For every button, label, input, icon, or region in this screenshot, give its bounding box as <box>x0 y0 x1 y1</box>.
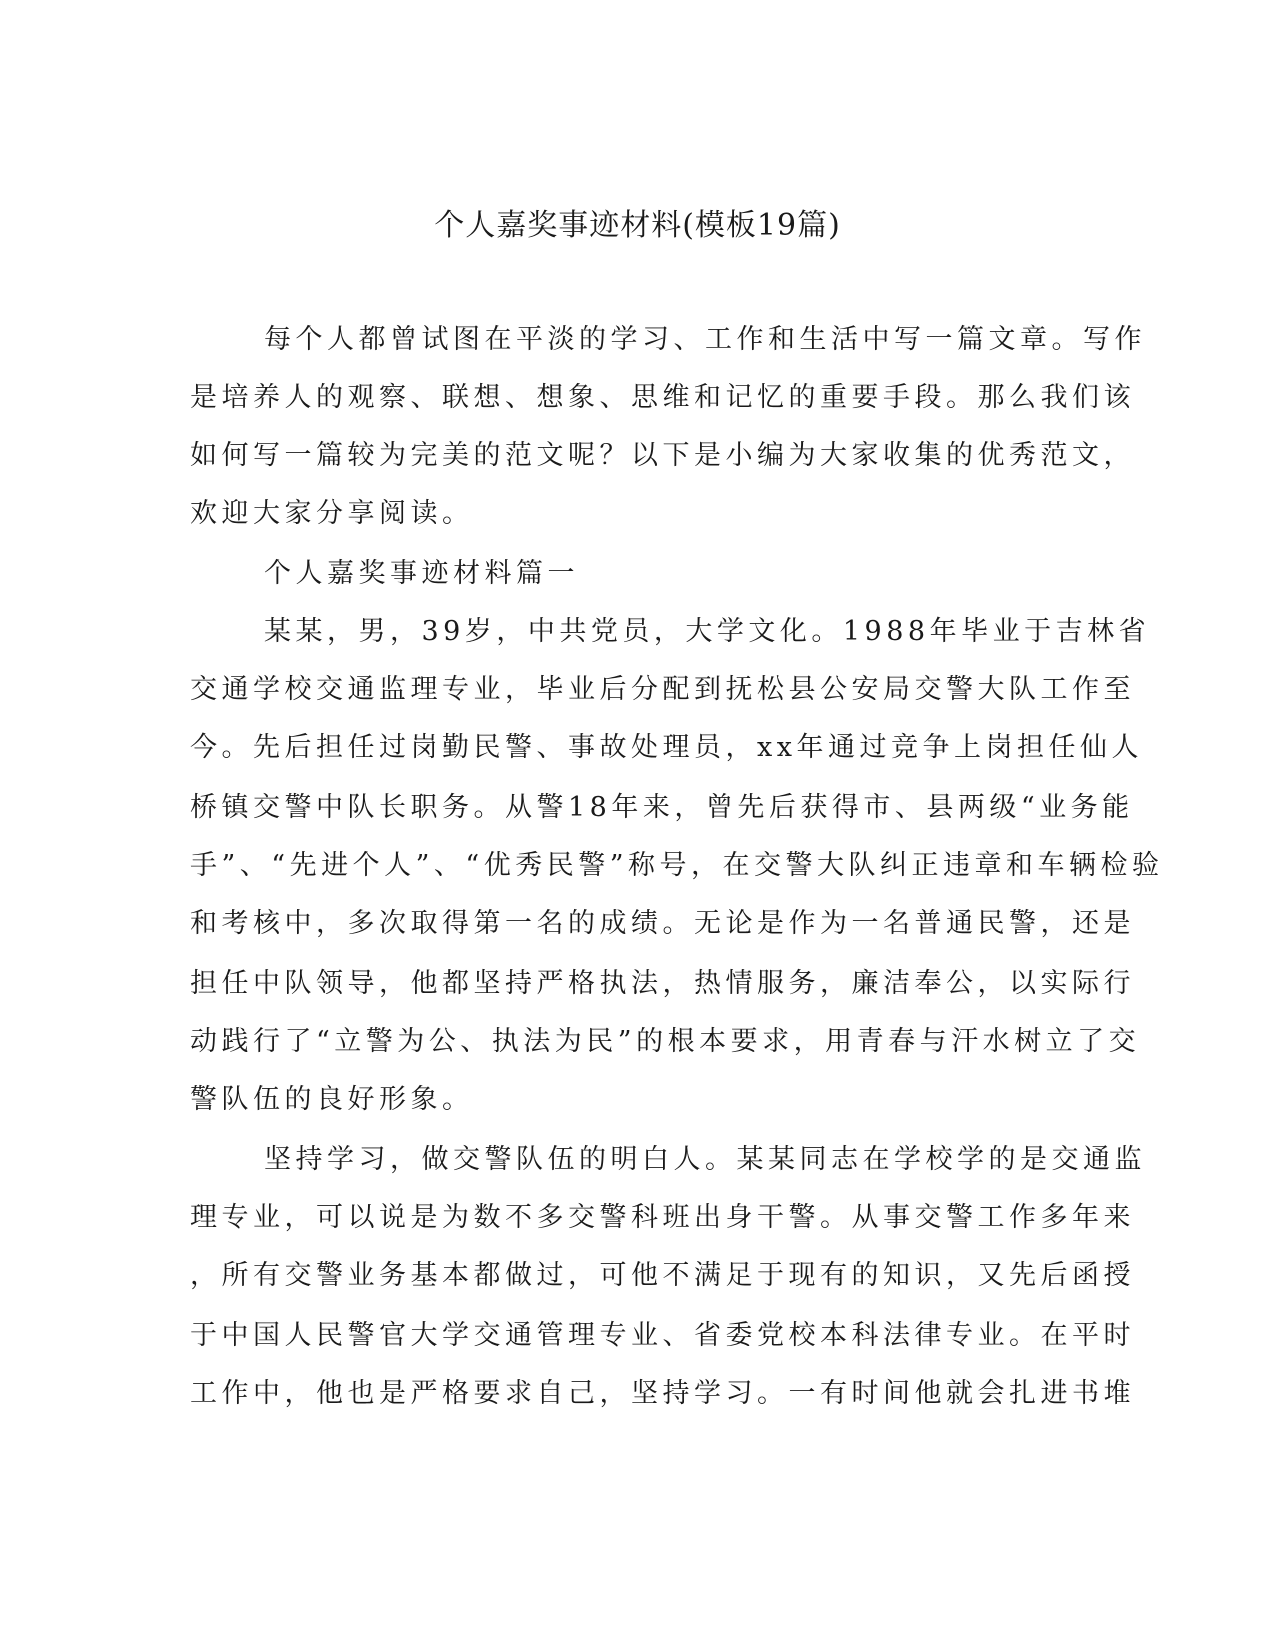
paragraph-line: 桥镇交警中队长职务。从警18年来，曾先后获得市、县两级“业务能 <box>190 792 1134 823</box>
paragraph-line: 每个人都曾试图在平淡的学习、工作和生活中写一篇文章。写作 <box>264 324 1146 355</box>
paragraph-line: 担任中队领导，他都坚持严格执法，热情服务，廉洁奉公，以实际行 <box>190 968 1135 999</box>
section-heading: 个人嘉奖事迹材料篇一 <box>264 558 579 589</box>
paragraph-line: 工作中，他也是严格要求自己，坚持学习。一有时间他就会扎进书堆 <box>190 1378 1135 1409</box>
paragraph-line: 如何写一篇较为完美的范文呢？以下是小编为大家收集的优秀范文， <box>190 440 1135 471</box>
paragraph-line: 动践行了“立警为公、执法为民”的根本要求，用青春与汗水树立了交 <box>190 1026 1141 1057</box>
paragraph-line: 警队伍的良好形象。 <box>190 1084 474 1115</box>
paragraph-line: ，所有交警业务基本都做过，可他不满足于现有的知识，又先后函授 <box>190 1260 1135 1291</box>
document-title: 个人嘉奖事迹材料(模板19篇) <box>434 208 841 243</box>
paragraph-line: 于中国人民警官大学交通管理专业、省委党校本科法律专业。在平时 <box>190 1320 1135 1351</box>
paragraph-line: 手”、“先进个人”、“优秀民警”称号，在交警大队纠正违章和车辆检验 <box>190 850 1164 881</box>
paragraph-line: 坚持学习，做交警队伍的明白人。某某同志在学校学的是交通监 <box>264 1144 1146 1175</box>
paragraph-line: 欢迎大家分享阅读。 <box>190 498 474 529</box>
paragraph-line: 某某，男，39岁，中共党员，大学文化。1988年毕业于吉林省 <box>264 616 1151 647</box>
paragraph-line: 交通学校交通监理专业，毕业后分配到抚松县公安局交警大队工作至 <box>190 674 1135 705</box>
paragraph-line: 和考核中，多次取得第一名的成绩。无论是作为一名普通民警，还是 <box>190 908 1135 939</box>
paragraph-line: 理专业，可以说是为数不多交警科班出身干警。从事交警工作多年来 <box>190 1202 1135 1233</box>
paragraph-line: 今。先后担任过岗勤民警、事故处理员，xx年通过竞争上岗担任仙人 <box>190 732 1143 763</box>
paragraph-line: 是培养人的观察、联想、想象、思维和记忆的重要手段。那么我们该 <box>190 382 1135 413</box>
